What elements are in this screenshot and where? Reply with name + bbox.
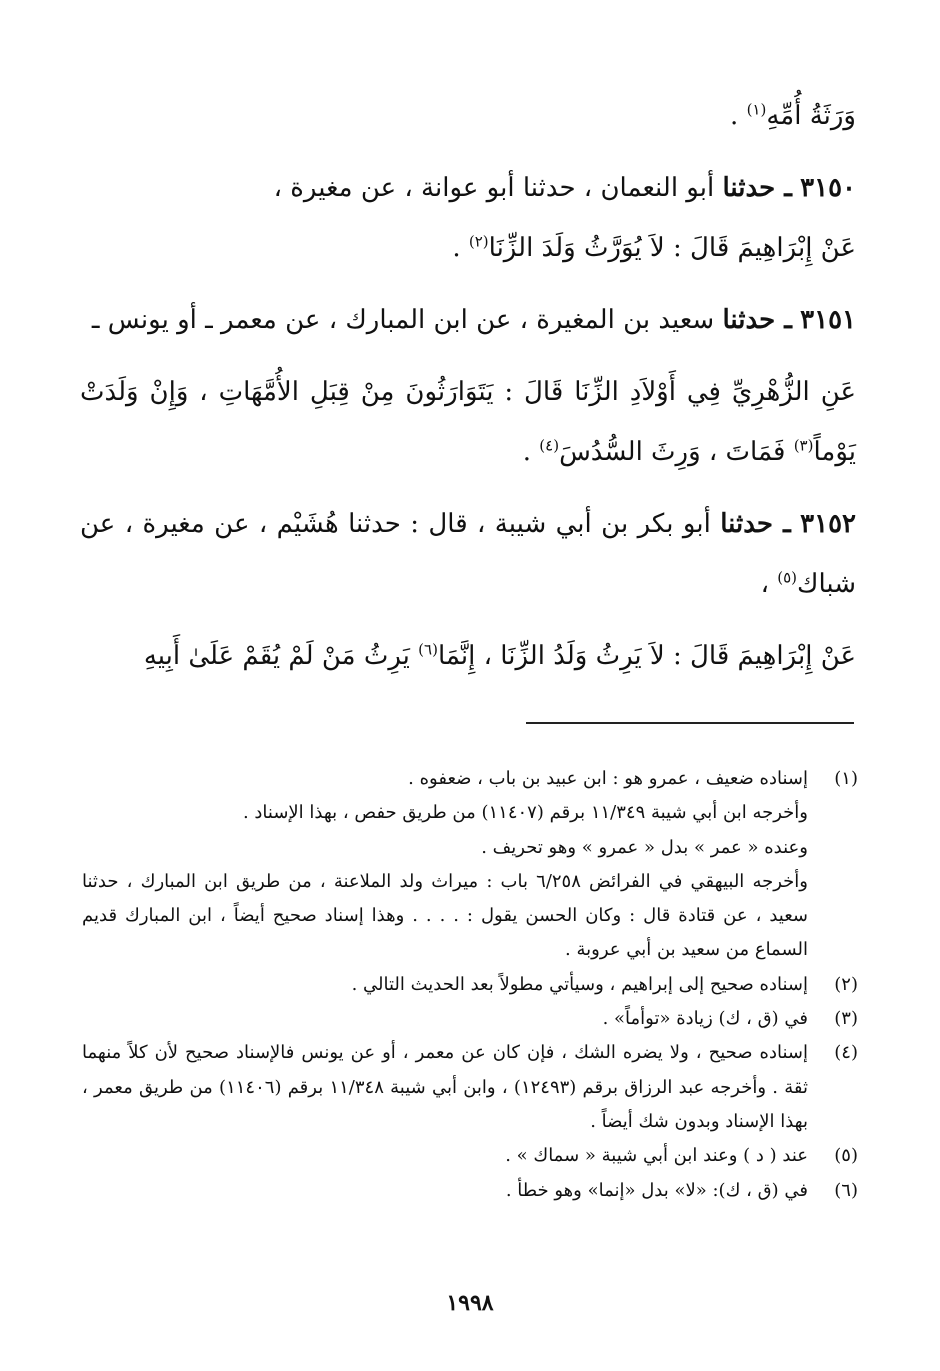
chain-end: ، <box>760 569 778 599</box>
matn-text-continued: فَمَاتَ ، وَرِثَ السُّدُسَ <box>559 437 794 467</box>
hadith-3152-text <box>80 626 856 686</box>
chain-text: أبو بكر بن أبي شيبة ، قال : حدثنا هُشَيْم ، عن مغيرة ، عن شباك <box>80 509 856 599</box>
footnote-body <box>82 1174 808 1208</box>
chain-text: سعيد بن المغيرة ، عن ابن المبارك ، عن معمر ـ أو يونس ـ <box>91 305 723 335</box>
footnote-separator <box>526 722 854 724</box>
footnote-ref-6[interactable]: (٦) <box>418 640 438 659</box>
footnote-ref-3[interactable]: (٣) <box>793 436 814 455</box>
matn-end: . <box>522 437 540 467</box>
footnote-line: إسناده صحيح إلى إبراهيم ، وسيأتي مطولاً بعد الحديث التالي . <box>351 973 808 995</box>
matn-text: عَنِ الزُّهْرِيِّ فِي أَوْلاَدِ الزِّنَا قَالَ : يَتَوَارَثُونَ مِنْ قِبَلِ الأُمَّهَاتِ ، وَإِنْ وَلَدَتْ يَوْماً <box>80 377 856 467</box>
main-text <box>80 86 856 686</box>
hadith-body <box>80 86 856 686</box>
footnote-2 <box>82 968 858 1002</box>
footnote-line: وأخرجه ابن أبي شيبة ١١/٣٤٩ برقم (١١٤٠٧) من طريق حفص ، بهذا الإسناد . <box>242 802 808 824</box>
footnote-line: وأخرجه البيهقي في الفرائض ٦/٢٥٨ باب : ميراث ولد الملاعنة ، من طريق ابن المبارك ، حدثنا سعيد ، عن قتادة قال : وكان الحسن يقول : . . . . وهذا إسناد صحيح أيضاً ، ابن المبارك قديم السماع من سعيد بن أبي عروبة . <box>82 870 808 961</box>
footnote-3 <box>82 1002 858 1036</box>
hadith-3152-chain <box>80 494 856 614</box>
footnote-line: إسناده صحيح ، ولا يضره الشك ، فإن كان عن معمر ، أو عن يونس فالإسناد صحيح لأن كلاً منهما ثقة . وأخرجه عبد الرزاق برقم (١٢٤٩٣) ، وابن أبي شيبة ١١/٣٤٨ برقم (١١٤٠٦) من طريق معمر ، بهذا الإسناد وبدون شك أيضاً . <box>82 1042 808 1132</box>
hadith-3150-chain <box>80 158 856 218</box>
footnote-line: في (ق ، ك): «لا» بدل «إنما» وهو خطأ . <box>505 1179 808 1201</box>
intro-text: وَرَثَةُ أُمِّهِ <box>766 101 856 131</box>
footnote-body <box>82 1139 808 1173</box>
chain-lead: ـ حدثنا <box>720 509 791 539</box>
intro-end: . <box>730 101 747 131</box>
matn-end: . <box>452 233 469 263</box>
footnote-number: (٢) <box>834 973 858 995</box>
hadith-number-3150: ٣١٥٠ <box>800 173 856 203</box>
footnote-line: في (ق ، ك) زيادة «توأماً» . <box>602 1008 808 1030</box>
footnote-ref-5[interactable]: (٥) <box>777 568 798 587</box>
footnote-number: (٤) <box>834 1042 858 1064</box>
hadith-number-3152: ٣١٥٢ <box>800 509 856 539</box>
footnote-6 <box>82 1174 858 1208</box>
footnote-body <box>82 1002 808 1036</box>
footnote-ref-2[interactable]: (٢) <box>468 232 489 251</box>
footnote-number: (٦) <box>834 1179 858 1201</box>
chain-text: أبو النعمان ، حدثنا أبو عوانة ، عن مغيرة ، <box>273 173 723 203</box>
footnote-ref-1[interactable]: (١) <box>746 100 767 119</box>
hadith-number-3151: ٣١٥١ <box>800 305 856 335</box>
footnote-ref-4[interactable]: (٤) <box>539 436 560 455</box>
footnote-line: إسناده ضعيف ، عمرو هو : ابن عبيد بن باب ، ضعفوه . <box>408 768 808 789</box>
page-number: ١٩٩٨ <box>446 1290 494 1316</box>
matn-text-continued: يَرِثُ مَنْ لَمْ يُقَمْ عَلَىٰ أَبِيهِ <box>143 641 419 671</box>
footnote-number: (١) <box>834 768 858 789</box>
footnote-number: (٣) <box>834 1008 858 1030</box>
intro-line <box>80 86 856 146</box>
matn-text: عَنْ إِبْرَاهِيمَ قَالَ : لاَ يُوَرَّثُ وَلَدَ الزِّنَا <box>488 233 856 263</box>
hadith-3151-text <box>80 362 856 482</box>
hadith-3151-chain <box>80 290 856 350</box>
footnote-number: (٥) <box>834 1145 858 1167</box>
footnote-line: وعنده « عمر » بدل « عمرو » وهو تحريف . <box>481 836 808 858</box>
matn-text: عَنْ إِبْرَاهِيمَ قَالَ : لاَ يَرِثُ وَلَدُ الزِّنَا ، إِنَّمَا <box>437 641 856 671</box>
footnotes <box>82 762 858 1208</box>
chain-lead: ـ حدثنا <box>722 305 792 335</box>
footnote-line: عند ( د ) وعند ابن أبي شيبة « سماك » . <box>505 1145 808 1167</box>
footnote-5 <box>82 1139 858 1173</box>
footnote-4 <box>82 1036 858 1139</box>
footnote-body <box>82 968 808 1002</box>
footnote-body <box>82 762 808 968</box>
footnote-1 <box>82 762 858 968</box>
footnote-body <box>82 1036 808 1139</box>
hadith-3150-text <box>80 218 856 278</box>
chain-lead: ـ حدثنا <box>722 173 792 203</box>
